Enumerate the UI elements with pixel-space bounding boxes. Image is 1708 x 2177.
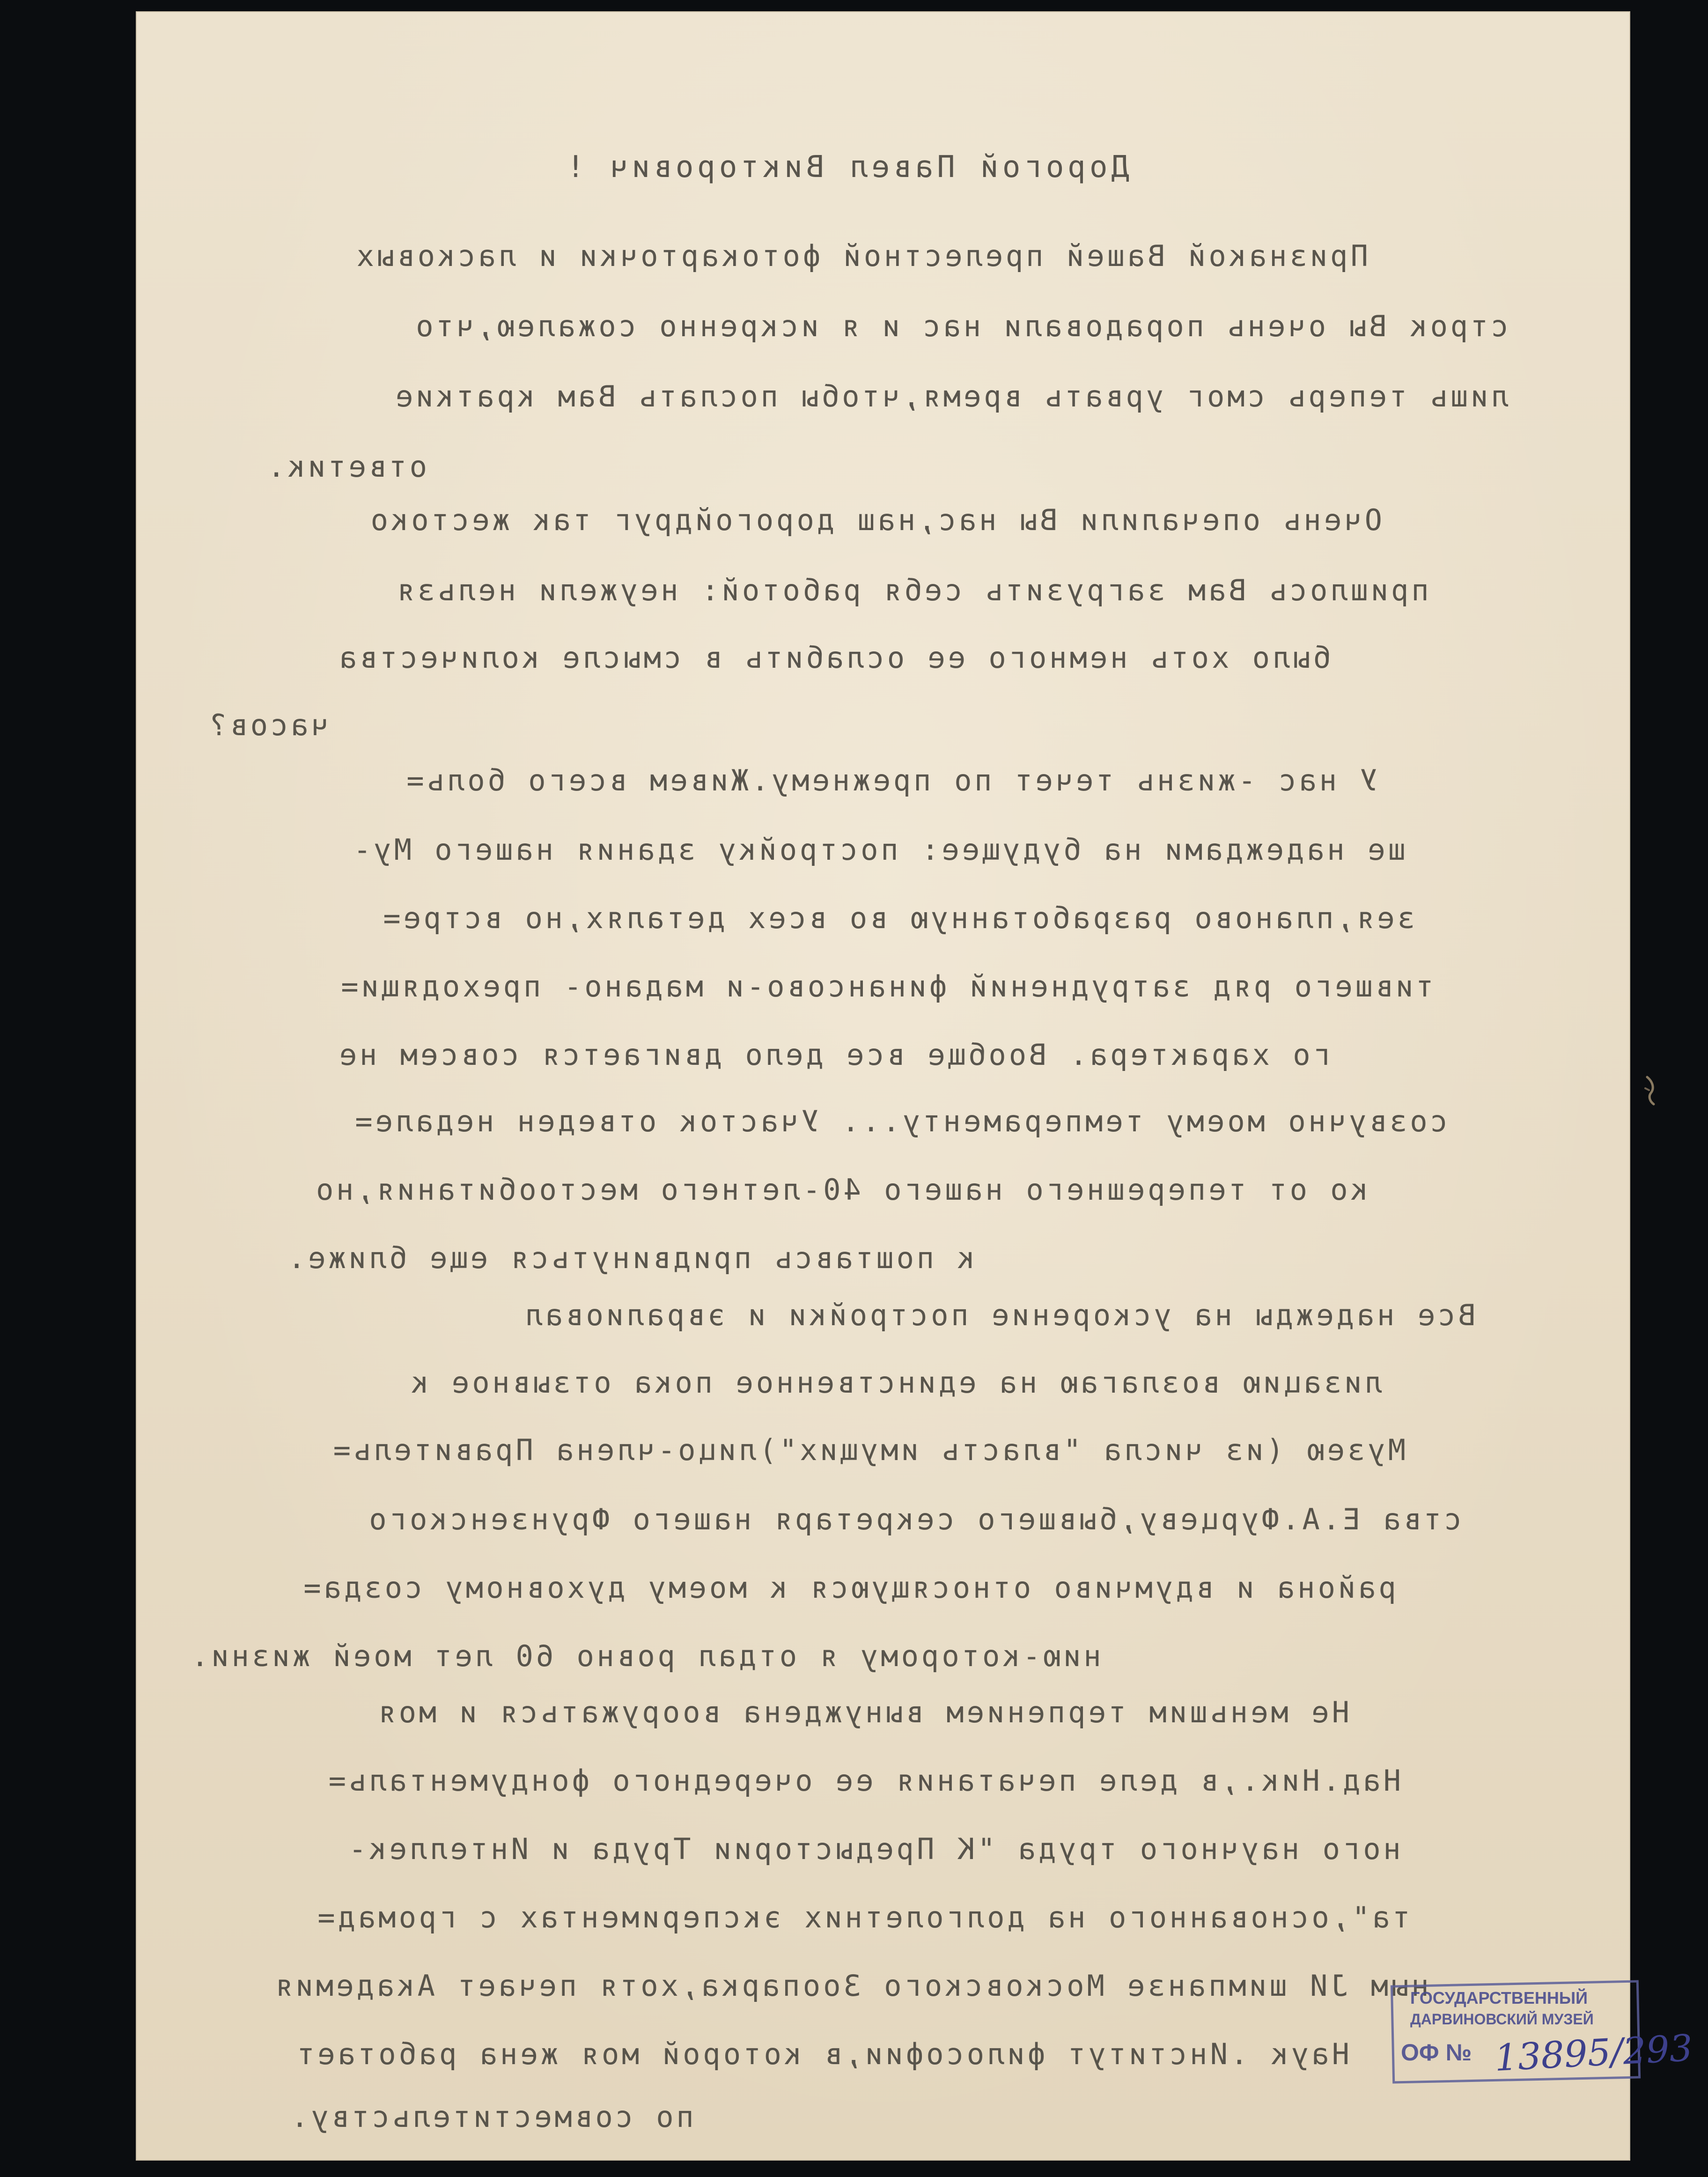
text-line: тившего ряд затруднений финансово-и мадано- преходящи= — [338, 969, 1434, 1004]
text-line: Над.Ник.,в деле печатания ее очередного фондументаль= — [325, 1764, 1401, 1798]
stamp-fund-label: ОФ № — [1401, 2039, 1472, 2066]
text-line: ответик. — [265, 450, 427, 484]
text-line: строк Вы очень порадовали нас и я искренно сожалею,что — [413, 309, 1509, 343]
text-line: зея,планово разработанную во всех деталях,но встре= — [380, 901, 1415, 935]
text-line: созвучно моему темпераменту... Участок отведен недале= — [352, 1104, 1448, 1138]
text-line: ного научного труда "К Предыстории Труда и Интеллек- — [346, 1832, 1401, 1866]
text-line: та",основанного на долголетних экспериментах с громад= — [315, 1900, 1410, 1934]
stamp-inventory-number: 13895/293 — [1493, 2027, 1694, 2080]
text-line: Признакой Вашей прелестной фотокарточки и ласковых — [353, 239, 1368, 273]
stamp-museum-line2: ДАРВИНОВСКИЙ МУЗЕЙ — [1410, 2011, 1594, 2028]
text-line: пришлось Вам загрузить себя работой: неужели нельзя — [394, 573, 1429, 607]
text-line: Все надежды на ускорение постройки и эвралиовал — [522, 1298, 1476, 1332]
text-line: Очень опечалили Вы нас,наш дорогойдруг так жестоко — [368, 503, 1382, 537]
text-line: лишь теперь смог урвать время,чтобы послать Вам краткие — [393, 379, 1509, 413]
text-line: ным ЈИ шимпанзе Московского Зоопарка,хотя печает Академия — [272, 1969, 1429, 2003]
text-line: лизацию возлагаю на единственное пока отзывное к — [408, 1365, 1382, 1400]
text-line: часов? — [207, 708, 329, 742]
museum-stamp — [1391, 1969, 1694, 2100]
text-line: по совместительству. — [288, 2100, 694, 2134]
text-line: ше надеждами на будущее: постройку здания нашего Му- — [350, 833, 1406, 867]
text-line: ко от теперешнего нашего 40-летнего местообитания,но — [313, 1173, 1368, 1207]
text-line: го характера. Вообще все дело двигается совсем не — [336, 1038, 1331, 1072]
letter-salutation: Дорогой Павел Викторович ! — [563, 150, 1129, 184]
letter-sheet — [136, 11, 1694, 2161]
text-line: было хоть немного ее ослабить в смысле количества — [336, 641, 1331, 675]
text-line: ства Е.А.Фурцеву,бывшего секретаря нашего Фрунзенского — [366, 1502, 1462, 1536]
text-line: района и вдумчиво относящуюся к моему духовному созда= — [301, 1571, 1396, 1605]
staple-mark-icon — [1642, 1074, 1658, 1107]
text-line: Не меньшим терпением вынуждена вооружаться и моя — [375, 1695, 1349, 1729]
text-line: Музею (из числа "власть имущих")лицо-члена Правитель= — [330, 1433, 1406, 1467]
text-line: к поштавсь придвинуться еще ближе. — [285, 1241, 975, 1275]
text-line: нию-которому я отдал ровно 60 лет моей жизни. — [188, 1639, 1101, 1673]
stamp-museum-line1: ГОСУДАРСТВЕННЫЙ — [1410, 1988, 1588, 2007]
text-line: Наук .Институт философии,в которой моя жена работает — [294, 2037, 1349, 2071]
text-line: У нас -жизнь течет по прежнему.Живем всего боль= — [404, 763, 1377, 797]
